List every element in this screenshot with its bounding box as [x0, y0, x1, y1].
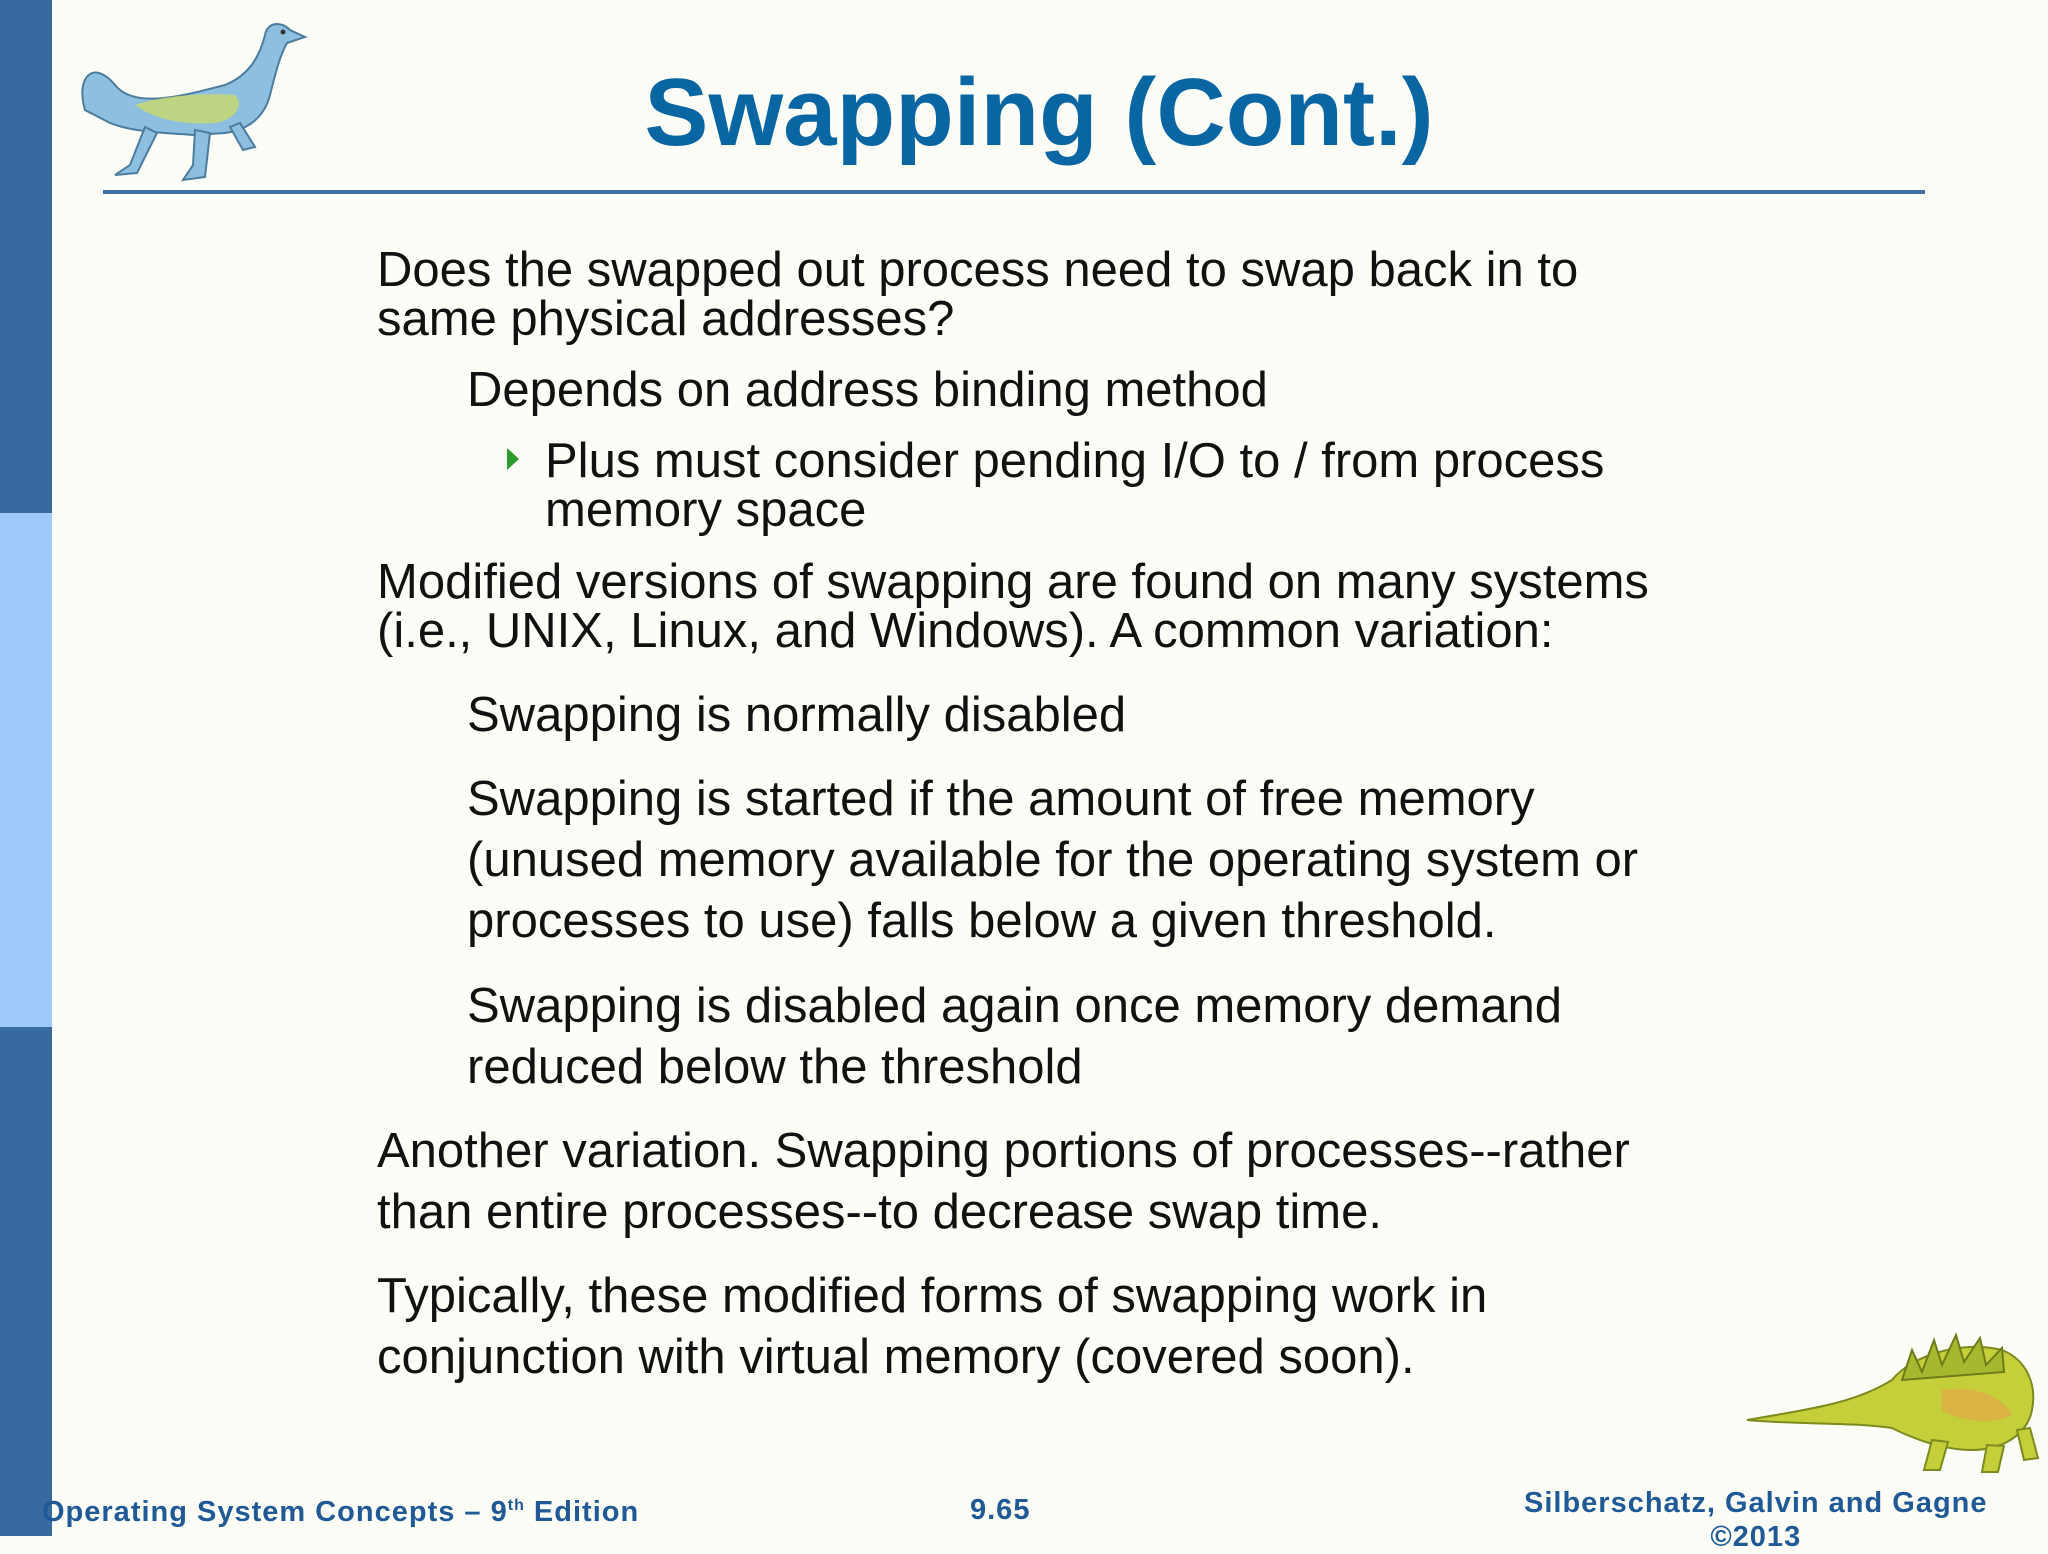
- body-line: Plus must consider pending I/O to / from process: [545, 434, 1605, 488]
- body-line: Another variation. Swapping portions of processes--rather: [377, 1124, 1630, 1178]
- body-line: Swapping is started if the amount of free memory: [467, 772, 1535, 826]
- body-line: memory space: [545, 483, 867, 537]
- arrow-bullet-icon: [507, 448, 519, 470]
- body-line: same physical addresses?: [377, 292, 955, 346]
- body-line: Typically, these modified forms of swapping work in: [377, 1269, 1488, 1323]
- stegosaurus-icon: [1742, 1310, 2042, 1480]
- footer-authors-names: Silberschatz, Galvin and Gagne: [1524, 1487, 1988, 1519]
- body-line: Does the swapped out process need to swap back in to: [377, 243, 1579, 297]
- body-line: Swapping is normally disabled: [467, 688, 1127, 742]
- body-line: Depends on address binding method: [467, 363, 1268, 417]
- body-line: than entire processes--to decrease swap time.: [377, 1185, 1382, 1239]
- footer-book-title: Operating System Concepts – 9th Edition: [42, 1496, 640, 1528]
- body-line: processes to use) falls below a given threshold.: [467, 894, 1497, 948]
- slide-title: Swapping (Cont.): [644, 59, 1434, 166]
- body-line: (unused memory available for the operating system or: [467, 833, 1639, 887]
- body-line: Swapping is disabled again once memory demand: [467, 979, 1562, 1033]
- body-line: Modified versions of swapping are found on many systems: [377, 555, 1649, 609]
- footer-copyright: ©2013: [1710, 1521, 1802, 1553]
- body-line: (i.e., UNIX, Linux, and Windows). A common variation:: [377, 604, 1554, 658]
- body-line: reduced below the threshold: [467, 1040, 1083, 1094]
- body-line: conjunction with virtual memory (covered soon).: [377, 1330, 1415, 1384]
- footer-authors: [1524, 1486, 1988, 1554]
- footer-page-number: 9.65: [970, 1494, 1031, 1526]
